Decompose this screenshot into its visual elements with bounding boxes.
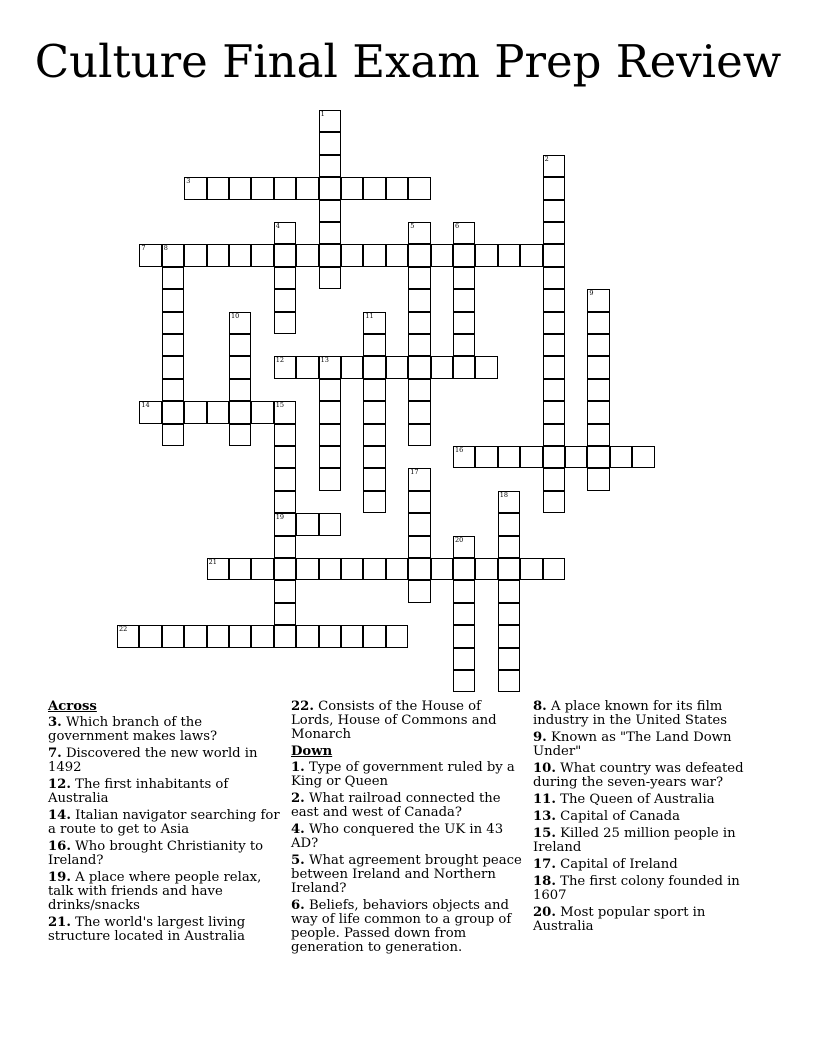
crossword-cell[interactable]: [162, 424, 184, 446]
crossword-cell[interactable]: [207, 558, 229, 580]
across-clue: [48, 871, 280, 913]
crossword-cell[interactable]: [543, 177, 565, 199]
crossword-cell[interactable]: [632, 446, 654, 468]
crossword-cell[interactable]: [184, 625, 206, 647]
crossword-cell[interactable]: [408, 401, 430, 423]
crossword-cell[interactable]: [587, 379, 609, 401]
down-clue: [291, 823, 523, 851]
clue-num: 19.: [48, 870, 71, 885]
crossword-cell[interactable]: [274, 558, 296, 580]
crossword-cell[interactable]: [274, 491, 296, 513]
clue-text: The world's largest living structure located in Australia: [48, 915, 246, 944]
across-clue: [48, 747, 280, 775]
clue-number: 14: [141, 401, 150, 410]
crossword-cell[interactable]: [319, 244, 341, 266]
crossword-cell[interactable]: [207, 177, 229, 199]
clue-text: Known as "The Land Down Under": [533, 730, 732, 759]
crossword-cell[interactable]: [229, 379, 251, 401]
crossword-cell[interactable]: [296, 558, 318, 580]
clue-number: 10: [231, 311, 240, 320]
crossword-cell[interactable]: [139, 625, 161, 647]
crossword-cell[interactable]: [386, 625, 408, 647]
clue-number: 9: [589, 289, 594, 298]
crossword-cell[interactable]: [274, 603, 296, 625]
crossword-cell[interactable]: [229, 312, 251, 334]
clue-num: 17.: [533, 857, 556, 872]
crossword-cell[interactable]: [453, 356, 475, 378]
crossword-cell[interactable]: [363, 356, 385, 378]
clue-number: 21: [208, 558, 217, 566]
across-clue: [48, 716, 280, 744]
crossword-cell[interactable]: [319, 446, 341, 468]
clue-num: 12.: [48, 777, 71, 792]
crossword-cell[interactable]: [251, 401, 273, 423]
clue-text: Consists of the House of Lords, House of Commons and Monarch: [291, 699, 497, 742]
crossword-cell[interactable]: [363, 379, 385, 401]
crossword-cell[interactable]: [274, 424, 296, 446]
clue-text: Killed 25 million people in Ireland: [533, 826, 736, 855]
down-clue: [533, 827, 765, 855]
down-clue: [291, 854, 523, 896]
crossword-cell[interactable]: [319, 267, 341, 289]
clue-text: Who conquered the UK in 43 AD?: [291, 822, 504, 851]
crossword-cell[interactable]: [184, 177, 206, 199]
crossword-cell[interactable]: [587, 401, 609, 423]
crossword-cell[interactable]: [162, 267, 184, 289]
crossword-cell[interactable]: [319, 177, 341, 199]
crossword-cell[interactable]: [229, 558, 251, 580]
clue-text: Discovered the new world in 1492: [48, 746, 258, 775]
crossword-cell[interactable]: [520, 244, 542, 266]
crossword-cell[interactable]: [475, 244, 497, 266]
clue-num: 8.: [533, 699, 547, 714]
crossword-cell[interactable]: [543, 200, 565, 222]
crossword-cell[interactable]: [408, 513, 430, 535]
crossword-cell[interactable]: [162, 334, 184, 356]
crossword-cell[interactable]: [498, 446, 520, 468]
down-clue: [291, 792, 523, 820]
crossword-cell[interactable]: [431, 244, 453, 266]
crossword-cell[interactable]: [296, 356, 318, 378]
clue-num: 3.: [48, 715, 62, 730]
clue-text: The Queen of Australia: [555, 792, 715, 807]
clue-text: Who brought Christianity to Ireland?: [48, 839, 264, 868]
down-clue: [533, 731, 765, 759]
crossword-cell[interactable]: [587, 468, 609, 490]
clue-num: 6.: [291, 898, 305, 913]
crossword-cell[interactable]: [543, 312, 565, 334]
crossword-cell[interactable]: [296, 513, 318, 535]
crossword-cell[interactable]: [386, 177, 408, 199]
crossword-cell[interactable]: [543, 379, 565, 401]
crossword-cell[interactable]: [431, 558, 453, 580]
clue-text: Capital of Canada: [555, 809, 680, 824]
crossword-cell[interactable]: [319, 468, 341, 490]
crossword-cell[interactable]: [162, 289, 184, 311]
crossword-cell[interactable]: [319, 625, 341, 647]
crossword-cell[interactable]: [296, 244, 318, 266]
clue-number: 16: [455, 446, 464, 454]
crossword-cell[interactable]: [296, 177, 318, 199]
crossword-cell[interactable]: [408, 424, 430, 446]
across-heading: Across: [48, 699, 97, 714]
crossword-cell[interactable]: [453, 312, 475, 334]
crossword-cell[interactable]: [363, 177, 385, 199]
crossword-cell[interactable]: [229, 177, 251, 199]
crossword-cell[interactable]: [543, 334, 565, 356]
crossword-cell[interactable]: [274, 513, 296, 535]
crossword-cell[interactable]: [319, 155, 341, 177]
crossword-cell[interactable]: [543, 244, 565, 266]
clue-num: 5.: [291, 853, 305, 868]
clue-number: 22: [119, 625, 128, 634]
crossword-cell[interactable]: [587, 446, 609, 468]
crossword-cell[interactable]: [363, 334, 385, 356]
crossword-cell[interactable]: [408, 177, 430, 199]
crossword-cell[interactable]: [498, 648, 520, 670]
crossword-cell[interactable]: [319, 401, 341, 423]
crossword-cell[interactable]: [274, 289, 296, 311]
crossword-cell[interactable]: [475, 446, 497, 468]
clues-column-1: [48, 700, 280, 947]
clue-number: 1: [320, 110, 325, 118]
crossword-cell[interactable]: [408, 491, 430, 513]
crossword-cell[interactable]: [408, 558, 430, 580]
clue-number: 3: [186, 177, 191, 186]
crossword-cell[interactable]: [139, 401, 161, 423]
crossword-cell[interactable]: [341, 625, 363, 647]
clue-text: The first colony founded in 1607: [533, 874, 740, 903]
crossword-cell[interactable]: [543, 289, 565, 311]
crossword-cell[interactable]: [363, 401, 385, 423]
across-clue: [48, 809, 280, 837]
clue-num: 2.: [291, 791, 305, 806]
crossword-cell[interactable]: [274, 222, 296, 244]
crossword-cell[interactable]: [251, 625, 273, 647]
crossword-cell[interactable]: [587, 289, 609, 311]
clue-num: 7.: [48, 746, 62, 761]
crossword-cell[interactable]: [453, 580, 475, 602]
crossword-cell[interactable]: [453, 446, 475, 468]
crossword-cell[interactable]: [408, 356, 430, 378]
crossword-cell[interactable]: [520, 558, 542, 580]
crossword-cell[interactable]: [543, 356, 565, 378]
clue-text: Most popular sport in Australia: [533, 905, 706, 934]
crossword-cell[interactable]: [207, 401, 229, 423]
clue-num: 22.: [291, 699, 314, 714]
clue-text: Italian navigator searching for a route to get to Asia: [48, 808, 280, 837]
crossword-cell[interactable]: [117, 625, 139, 647]
crossword-cell[interactable]: [319, 132, 341, 154]
crossword-cell[interactable]: [453, 558, 475, 580]
crossword-cell[interactable]: [408, 222, 430, 244]
crossword-cell[interactable]: [543, 558, 565, 580]
crossword-cell[interactable]: [498, 625, 520, 647]
crossword-cell[interactable]: [363, 558, 385, 580]
crossword-cell[interactable]: [207, 244, 229, 266]
crossword-cell[interactable]: [274, 536, 296, 558]
across-clue: [291, 700, 523, 742]
clue-number: 18: [499, 490, 509, 499]
clue-number: 20: [455, 535, 464, 544]
crossword-cell[interactable]: [475, 356, 497, 378]
clue-number: 7: [141, 244, 146, 253]
crossword-cell[interactable]: [453, 670, 475, 692]
crossword-cell[interactable]: [408, 312, 430, 334]
down-clue: [533, 793, 765, 807]
clue-number: 13: [320, 356, 329, 365]
crossword-cell[interactable]: [229, 356, 251, 378]
crossword-cell[interactable]: [431, 356, 453, 378]
crossword-cell[interactable]: [162, 356, 184, 378]
down-clue: [533, 875, 765, 903]
crossword-cell[interactable]: [319, 424, 341, 446]
crossword-cell[interactable]: [363, 491, 385, 513]
clue-text: The first inhabitants of Australia: [48, 777, 229, 806]
clue-num: 1.: [291, 760, 305, 775]
crossword-cell[interactable]: [408, 468, 430, 490]
crossword-cell[interactable]: [498, 580, 520, 602]
crossword-cell[interactable]: [498, 491, 520, 513]
crossword-cell[interactable]: [341, 558, 363, 580]
crossword-cell[interactable]: [543, 155, 565, 177]
down-clue: [533, 858, 765, 872]
clue-text: Which branch of the government makes laws?: [48, 715, 218, 744]
crossword-cell[interactable]: [341, 244, 363, 266]
clues-column-2: [291, 700, 523, 958]
crossword-cell[interactable]: [162, 379, 184, 401]
crossword-cell[interactable]: [274, 625, 296, 647]
clue-number: 5: [410, 222, 415, 230]
clue-num: 18.: [533, 874, 556, 889]
crossword-cell[interactable]: [319, 558, 341, 580]
crossword-cell[interactable]: [587, 424, 609, 446]
clue-number: 11: [365, 311, 374, 320]
crossword-cell[interactable]: [274, 401, 296, 423]
crossword-cell[interactable]: [386, 244, 408, 266]
crossword-cell[interactable]: [498, 603, 520, 625]
crossword-cell[interactable]: [498, 670, 520, 692]
down-clue: [533, 700, 765, 728]
crossword-cell[interactable]: [274, 468, 296, 490]
crossword-cell[interactable]: [498, 244, 520, 266]
crossword-cell[interactable]: [184, 401, 206, 423]
clue-text: What country was defeated during the seven-years war?: [533, 761, 744, 790]
clue-num: 4.: [291, 822, 305, 837]
crossword-cell[interactable]: [184, 244, 206, 266]
crossword-cell[interactable]: [408, 580, 430, 602]
clues-column-3: [533, 700, 765, 937]
clue-num: 14.: [48, 808, 71, 823]
crossword-cell[interactable]: [475, 558, 497, 580]
clue-num: 21.: [48, 915, 71, 930]
crossword-cell[interactable]: [319, 379, 341, 401]
crossword-cell[interactable]: [319, 200, 341, 222]
down-clue: [533, 906, 765, 934]
crossword-cell[interactable]: [453, 625, 475, 647]
crossword-cell[interactable]: [587, 334, 609, 356]
crossword-cell[interactable]: [341, 177, 363, 199]
crossword-cell[interactable]: [386, 558, 408, 580]
clue-text: A place where people relax, talk with friends and have drinks/snacks: [48, 870, 262, 913]
crossword-cell[interactable]: [251, 558, 273, 580]
clue-num: 20.: [533, 905, 556, 920]
crossword-cell[interactable]: [453, 334, 475, 356]
clue-num: 16.: [48, 839, 71, 854]
clue-number: 8: [163, 244, 168, 253]
crossword-cell[interactable]: [363, 424, 385, 446]
crossword-cell[interactable]: [229, 625, 251, 647]
crossword-cell[interactable]: [162, 401, 184, 423]
page-title: Culture Final Exam Prep Review: [34, 35, 782, 88]
crossword-cell[interactable]: [229, 244, 251, 266]
clue-number: 2: [544, 154, 549, 163]
crossword-cell[interactable]: [162, 625, 184, 647]
crossword-cell[interactable]: [363, 625, 385, 647]
crossword-cell[interactable]: [274, 446, 296, 468]
crossword-cell[interactable]: [543, 424, 565, 446]
crossword-cell[interactable]: [363, 244, 385, 266]
crossword-cell[interactable]: [251, 177, 273, 199]
crossword-cell[interactable]: [207, 625, 229, 647]
crossword-cell[interactable]: [296, 625, 318, 647]
crossword-cell[interactable]: [251, 244, 273, 266]
crossword-cell[interactable]: [363, 446, 385, 468]
crossword-cell[interactable]: [543, 267, 565, 289]
crossword-cell[interactable]: [319, 356, 341, 378]
clue-num: 9.: [533, 730, 547, 745]
clue-number: 19: [275, 513, 285, 522]
crossword-cell[interactable]: [453, 222, 475, 244]
down-clue: [533, 810, 765, 824]
crossword-cell[interactable]: [229, 424, 251, 446]
crossword-cell[interactable]: [229, 334, 251, 356]
clue-number: 12: [275, 356, 285, 365]
crossword-cell[interactable]: [162, 244, 184, 266]
clue-number: 6: [455, 222, 460, 230]
crossword-cell[interactable]: [543, 468, 565, 490]
crossword-cell[interactable]: [453, 244, 475, 266]
crossword-cell[interactable]: [363, 312, 385, 334]
crossword-cell[interactable]: [408, 334, 430, 356]
crossword-cell[interactable]: [341, 356, 363, 378]
clue-text: What agreement brought peace between Ireland and Northern Ireland?: [291, 853, 522, 896]
clue-number: 17: [410, 468, 419, 477]
clue-text: Capital of Ireland: [555, 857, 678, 872]
across-clue: [48, 840, 280, 868]
crossword-cell[interactable]: [520, 446, 542, 468]
clue-number: 15: [275, 401, 285, 410]
crossword-cell[interactable]: [498, 536, 520, 558]
across-clue: [48, 778, 280, 806]
across-clue: [48, 916, 280, 944]
crossword-cell[interactable]: [274, 267, 296, 289]
crossword-cell[interactable]: [363, 468, 385, 490]
crossword-cell[interactable]: [453, 648, 475, 670]
down-clue: [533, 762, 765, 790]
crossword-cell[interactable]: [565, 446, 587, 468]
crossword-cell[interactable]: [408, 536, 430, 558]
clue-num: 15.: [533, 826, 556, 841]
crossword-cell[interactable]: [162, 312, 184, 334]
crossword-cell[interactable]: [610, 446, 632, 468]
crossword-cell[interactable]: [274, 244, 296, 266]
clue-num: 13.: [533, 809, 556, 824]
crossword-cell[interactable]: [319, 222, 341, 244]
clue-num: 10.: [533, 761, 556, 776]
crossword-cell[interactable]: [543, 446, 565, 468]
crossword-cell[interactable]: [543, 491, 565, 513]
crossword-cell[interactable]: [587, 356, 609, 378]
crossword-cell[interactable]: [408, 244, 430, 266]
crossword-cell[interactable]: [453, 536, 475, 558]
down-clue: [291, 899, 523, 955]
crossword-cell[interactable]: [408, 267, 430, 289]
crossword-cell[interactable]: [274, 580, 296, 602]
crossword-cell[interactable]: [408, 379, 430, 401]
crossword-cell[interactable]: [319, 110, 341, 132]
crossword-cell[interactable]: [408, 289, 430, 311]
clue-text: Type of government ruled by a King or Queen: [291, 760, 515, 789]
down-heading: Down: [291, 744, 333, 759]
clue-text: What railroad connected the east and west of Canada?: [291, 791, 501, 820]
crossword-cell[interactable]: [498, 513, 520, 535]
crossword-cell[interactable]: [453, 603, 475, 625]
crossword-cell[interactable]: [319, 513, 341, 535]
crossword-cell[interactable]: [274, 356, 296, 378]
clue-num: 11.: [533, 792, 556, 807]
crossword-cell[interactable]: [139, 244, 161, 266]
crossword-cell[interactable]: [274, 312, 296, 334]
crossword-cell[interactable]: [274, 177, 296, 199]
crossword-cell[interactable]: [453, 267, 475, 289]
crossword-cell[interactable]: [386, 356, 408, 378]
clue-text: A place known for its film industry in the United States: [533, 699, 727, 728]
down-clue: [291, 761, 523, 789]
clue-text: Beliefs, behaviors objects and way of life common to a group of people. Passed down from generation to generation.: [291, 898, 512, 955]
crossword-cell[interactable]: [229, 401, 251, 423]
crossword-cell[interactable]: [498, 558, 520, 580]
crossword-cell[interactable]: [543, 222, 565, 244]
clue-number: 4: [275, 222, 280, 230]
crossword-cell[interactable]: [587, 312, 609, 334]
crossword-cell[interactable]: [453, 289, 475, 311]
crossword-cell[interactable]: [543, 401, 565, 423]
